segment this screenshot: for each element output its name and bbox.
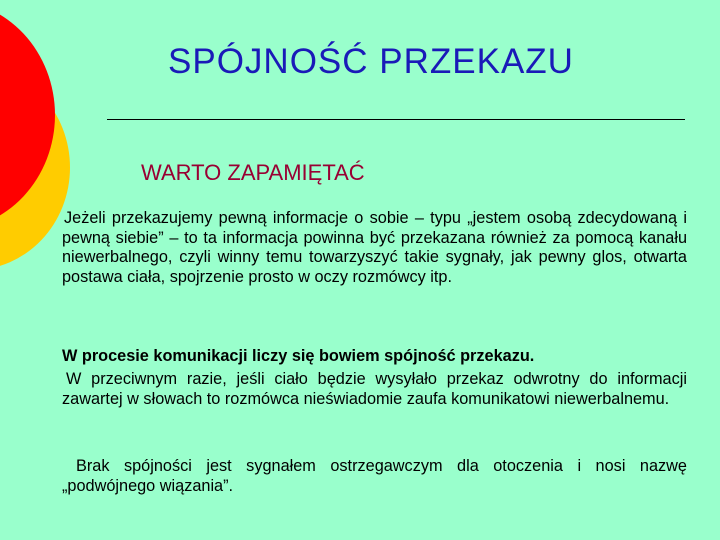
title-divider bbox=[107, 119, 685, 120]
paragraph-2: W przeciwnym razie, jeśli ciało będzie wysyłało przekaz odwrotny do informacji zawartej w słowach to rozmówca nieświadomie zaufa komunikatowi niewerbalnemu. bbox=[62, 370, 687, 408]
paragraph-2-lead: W procesie komunikacji liczy się bowiem spójność przekazu. bbox=[62, 347, 535, 365]
paragraph-3: Brak spójności jest sygnałem ostrzegawczym dla otoczenia i nosi nazwę „podwójnego wiązania”. bbox=[62, 457, 687, 495]
paragraph-1: Jeżeli przekazujemy pewną informacje o sobie – typu „jestem osobą zdecydowaną i pewną siebie” – to ta informacja powinna być przekazana również za pomocą kanału niewerbalnego, czyli winny temu towarzyszyć takie sygnały, jak pewny glos, otwarta postawa ciała, spojrzenie prosto w oczy rozmówcy itp. bbox=[62, 209, 687, 286]
slide-title: SPÓJNOŚĆ PRZEKAZU bbox=[168, 42, 574, 81]
slide-subtitle: WARTO ZAPAMIĘTAĆ bbox=[141, 160, 365, 185]
